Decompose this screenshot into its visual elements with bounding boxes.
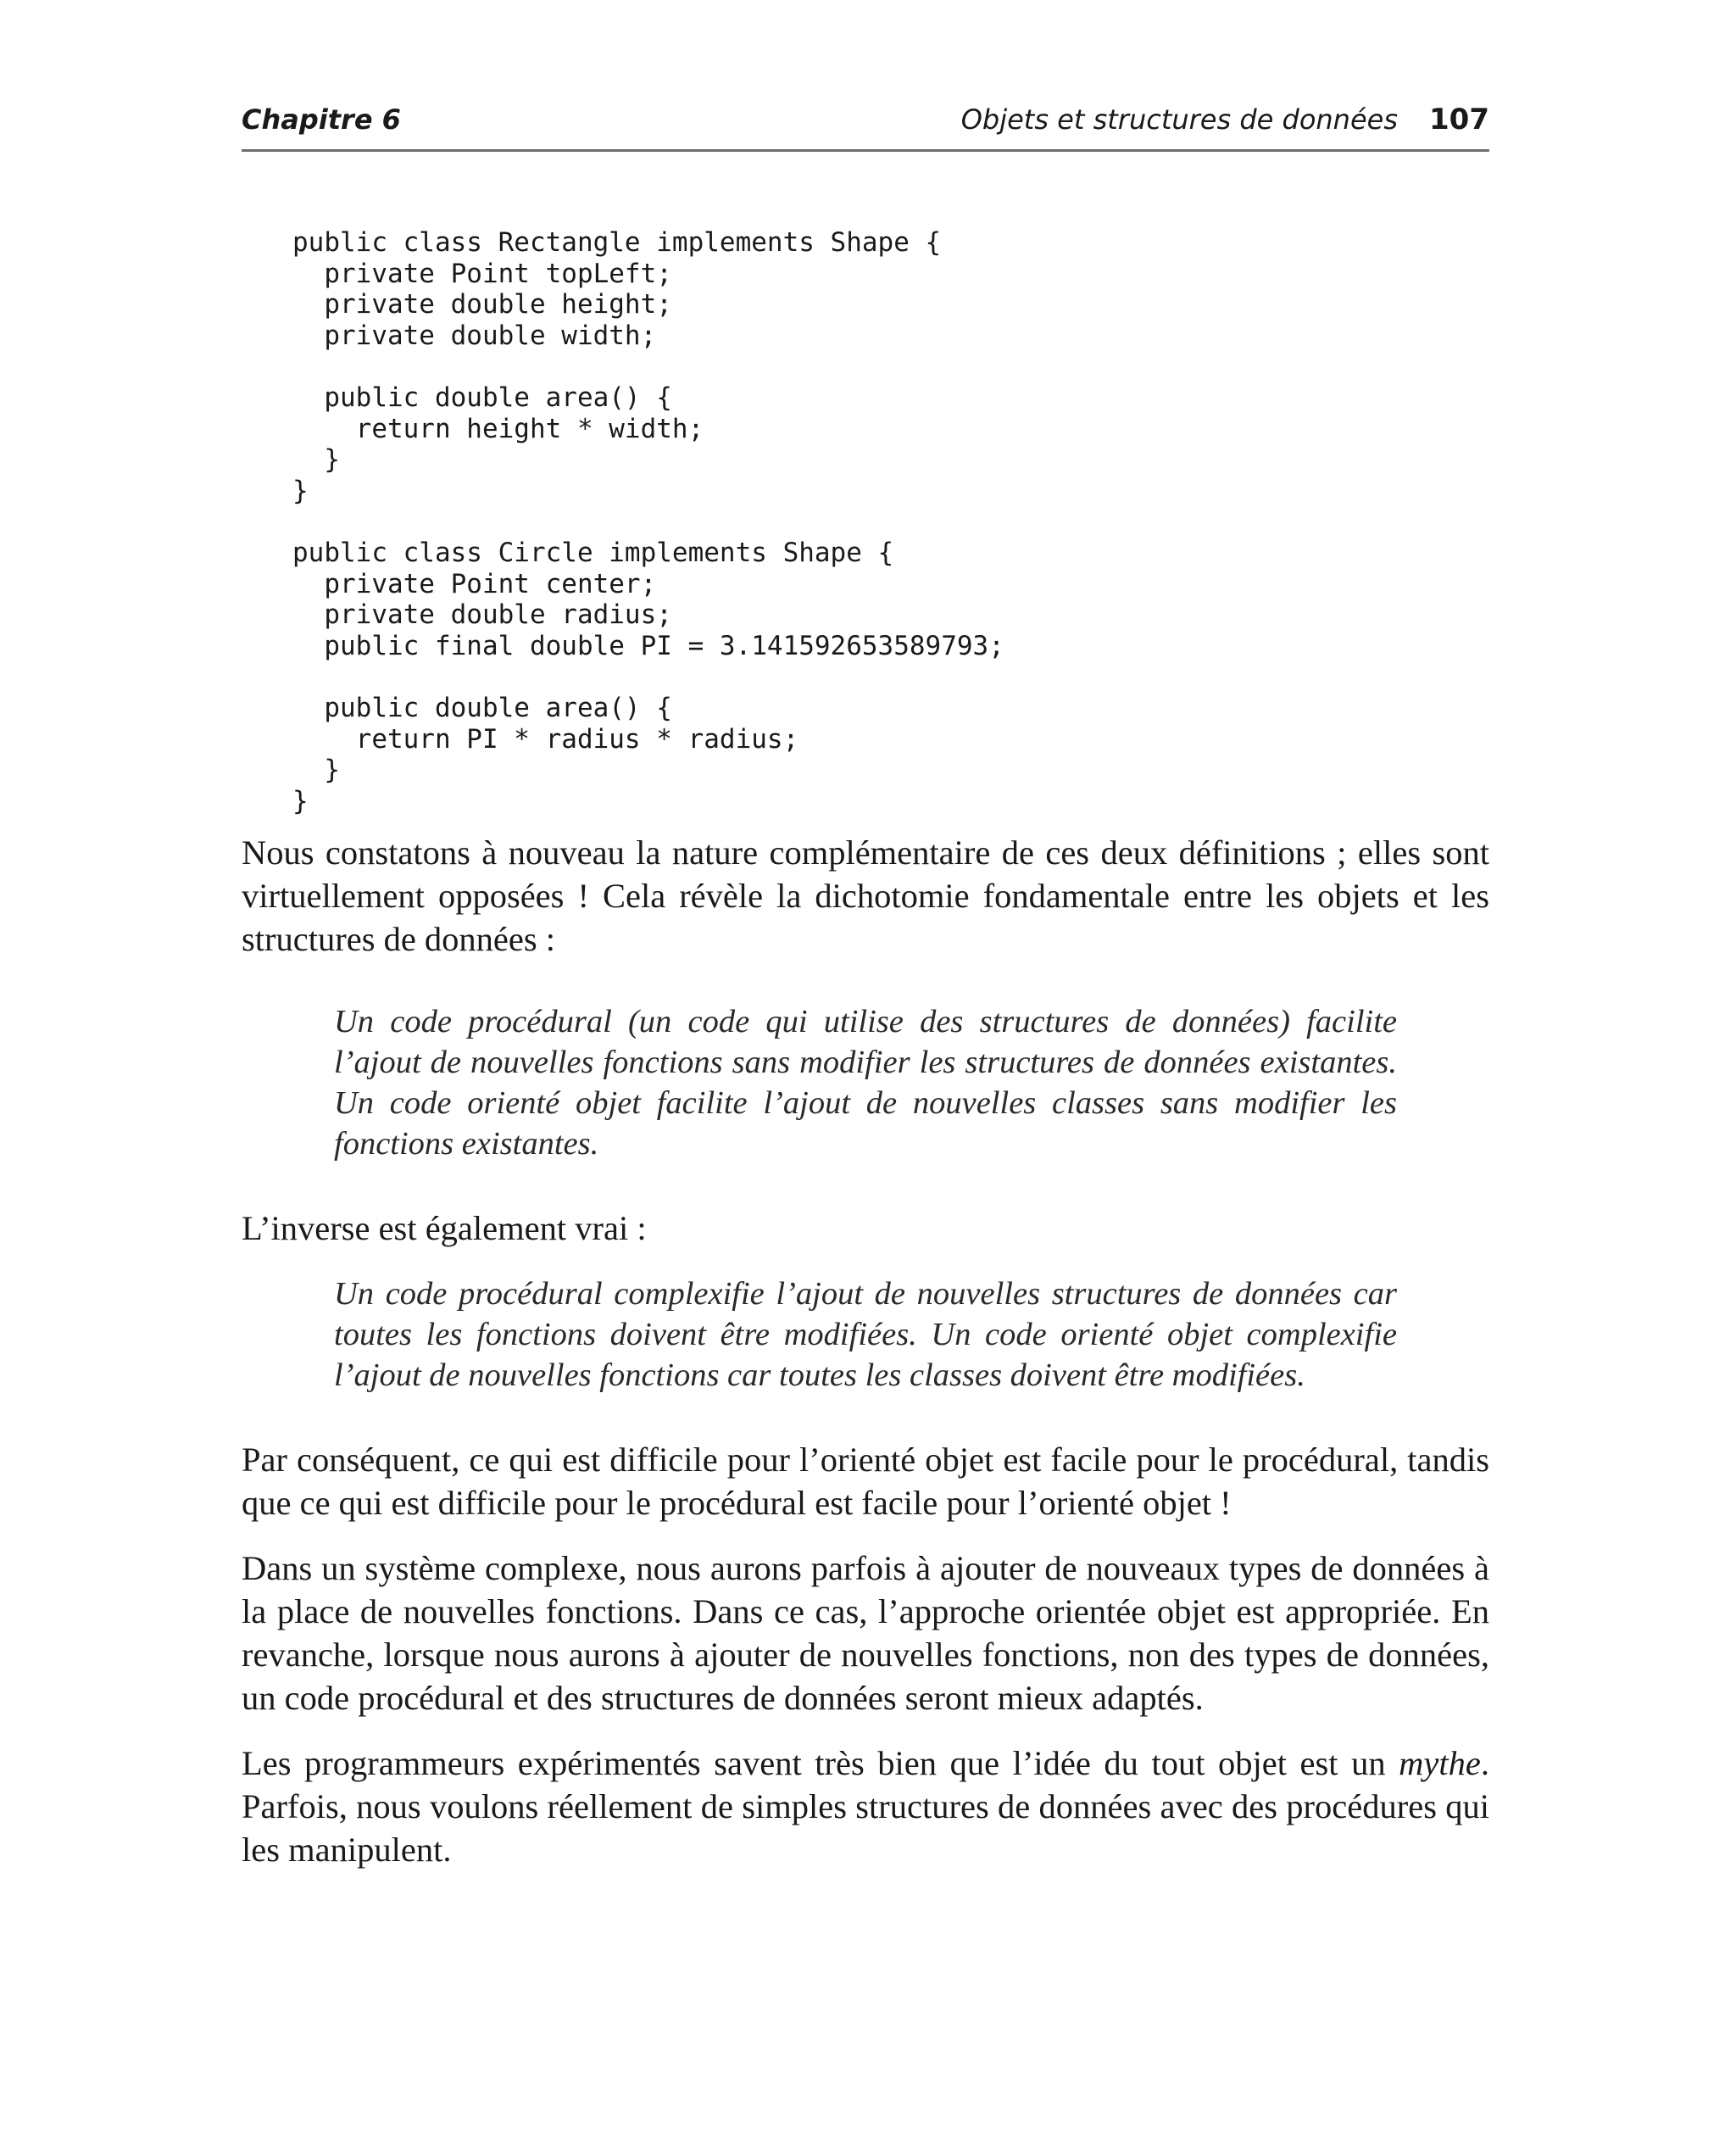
paragraph-inverse: L’inverse est également vrai : [242,1209,647,1247]
code-line: public final double PI = 3.141592653589793; [292,630,1004,661]
running-header [242,98,1489,141]
code-line: } [292,475,309,506]
code-listing [292,227,1004,816]
code-line: return PI * radius * radius; [292,723,799,755]
body-text [242,831,1489,1871]
code-line: private double height; [292,289,672,320]
code-line: private double radius; [292,599,672,631]
code-line: public class Rectangle implements Shape { [292,227,942,258]
code-line: } [292,755,340,786]
code-line: public double area() { [292,382,672,413]
section-title: Objets et structures de données [960,103,1398,136]
myth-text-after: . Parfois, nous voulons réellement de simples structures de données avec des procédures qui les manipulent. [242,1744,1489,1869]
chapter-label: Chapitre 6 [242,103,401,136]
paragraph-complex-system: Dans un système complexe, nous aurons parfois à ajouter de nouveaux types de données à la place de nouvelles fonctions. Dans ce cas, l’approche orientée objet est appropriée. En revanche, lorsque nous aurons à ajouter de nouvelles fonctions, non des types de données, un code procédural et des structures de données seront mieux adaptés. [242,1549,1489,1717]
page-number: 107 [1429,103,1489,137]
quote-inverse: Un code procédural complexifie l’ajout de nouvelles structures de données car toutes les fonctions doivent être modifiées. Un code orienté objet complexifie l’ajout de nouvelles fonctions car toutes les classes doivent être modifiées. [334,1276,1397,1393]
code-line: public class Circle implements Shape { [292,537,894,568]
code-line: public double area() { [292,692,672,723]
paragraph-complementary-nature: Nous constatons à nouveau la nature complémentaire de ces deux définitions ; elles sont virtuellement opposées ! Cela révèle la dichotomie fondamentale entre les objets et les structures de données : [242,833,1489,958]
paragraph-consequence: Par conséquent, ce qui est difficile pour l’orienté objet est facile pour le procédural, tandis que ce qui est difficile pour le procédural est facile pour l’orienté objet ! [242,1441,1489,1522]
header-rule [242,149,1489,152]
book-page [242,0,1489,2140]
code-line: } [292,444,340,476]
quote-procedural-vs-oo: Un code procédural (un code qui utilise des structures de données) facilite l’ajout de nouvelles fonctions sans modifier les structures de données existantes. Un code orienté objet facilite l’ajout de nouvelles classes sans modifier les fonctions existantes. [334,1004,1397,1162]
code-line: private Point center; [292,568,657,599]
paragraph-myth [242,1742,1489,1871]
myth-text-before: Les programmeurs expérimentés savent très bien que l’idée du tout objet est un [242,1744,1399,1782]
code-line: return height * width; [292,413,704,444]
code-line: private Point topLeft; [292,258,672,289]
code-line: } [292,785,309,816]
code-line: private double width; [292,320,657,351]
myth-emphasis: mythe [1399,1744,1481,1782]
